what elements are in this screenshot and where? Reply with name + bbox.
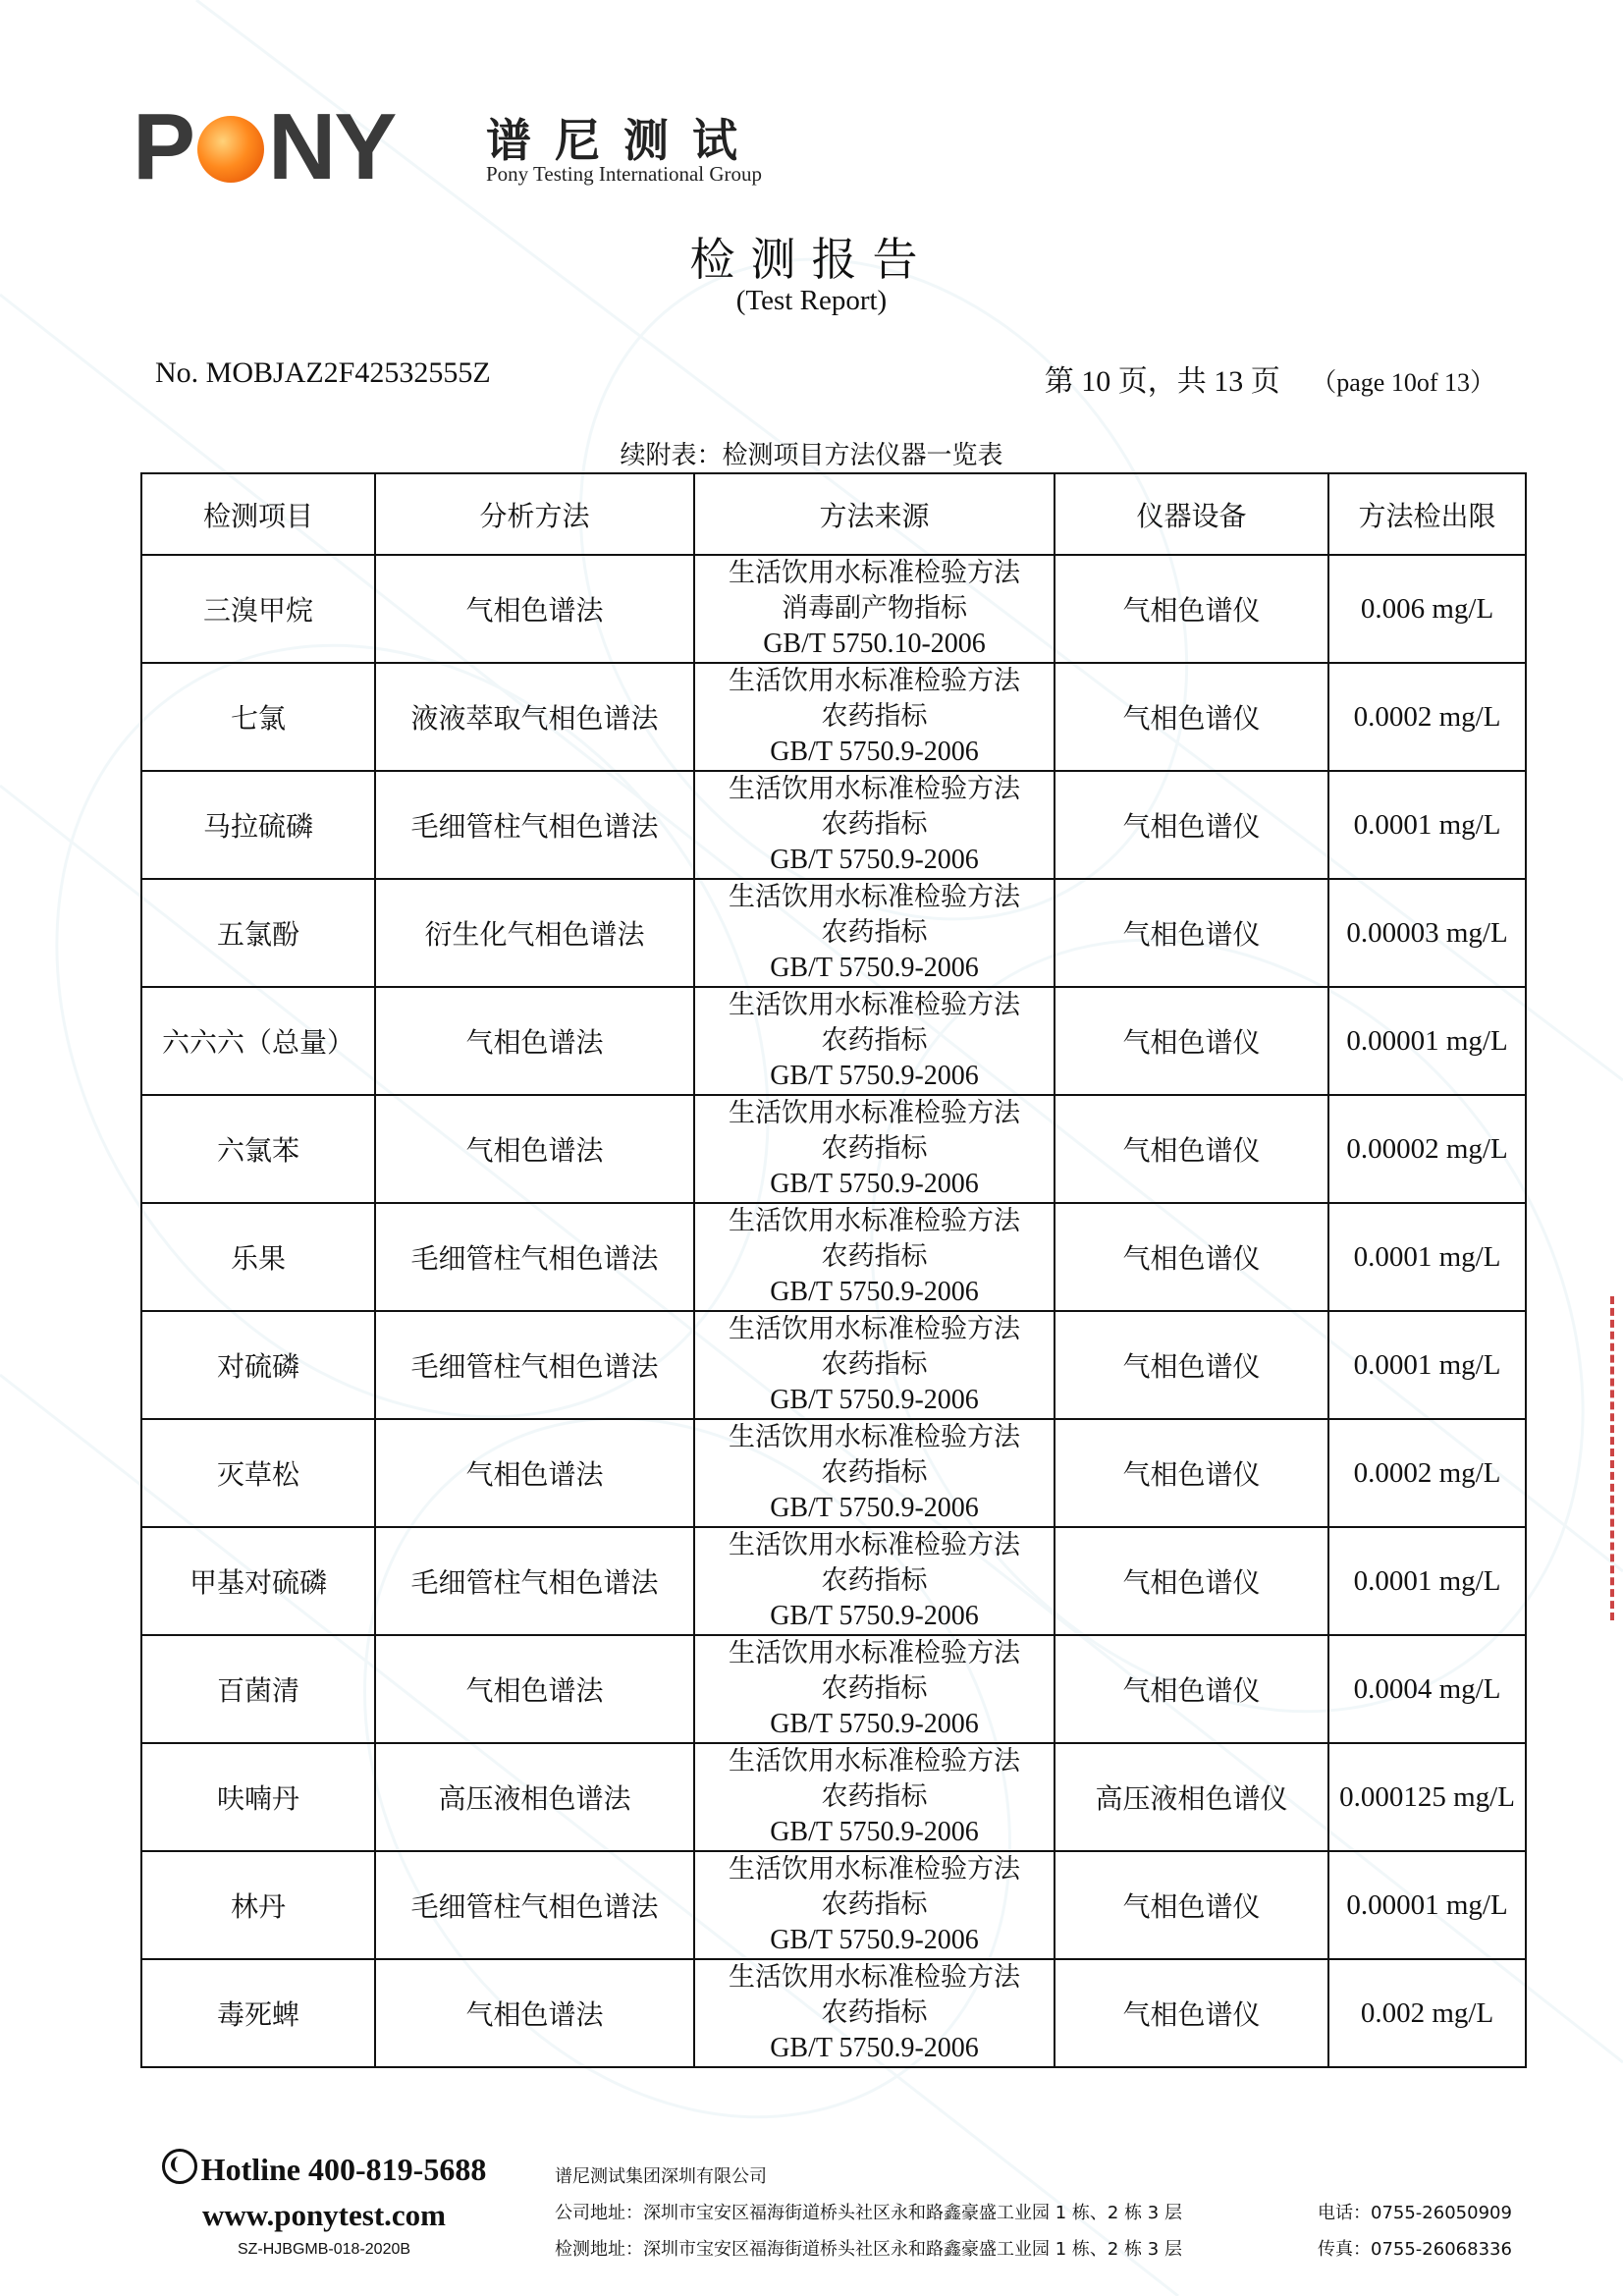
cell-source — [694, 1095, 1055, 1203]
source-line: GB/T 5750.9-2006 — [770, 1385, 979, 1415]
cell-source — [694, 879, 1055, 987]
cell-limit: 0.0001 mg/L — [1328, 771, 1526, 879]
cell-item: 甲基对硫磷 — [141, 1527, 375, 1635]
cell-limit: 0.00001 mg/L — [1328, 987, 1526, 1095]
cell-source — [694, 555, 1055, 663]
cell-source — [694, 771, 1055, 879]
hotline-text: Hotline 400-819-5688 — [200, 2152, 487, 2187]
cell-limit: 0.0002 mg/L — [1328, 1419, 1526, 1527]
cell-limit: 0.00001 mg/L — [1328, 1851, 1526, 1959]
column-header-item: 检测项目 — [141, 473, 375, 555]
cell-method: 衍生化气相色谱法 — [375, 879, 694, 987]
page-indicator — [1045, 356, 1495, 400]
source-line: 生活饮用水标准检验方法 — [729, 1314, 1020, 1344]
cell-limit: 0.0001 mg/L — [1328, 1203, 1526, 1311]
cell-source — [694, 1635, 1055, 1743]
cell-instrument: 气相色谱仪 — [1055, 1851, 1328, 1959]
table-row — [141, 555, 1526, 663]
source-line: 消毒副产物指标 — [782, 593, 967, 624]
column-header-source: 方法来源 — [694, 473, 1055, 555]
column-header-instrument: 仪器设备 — [1055, 473, 1328, 555]
source-line: GB/T 5750.9-2006 — [770, 953, 979, 983]
cell-limit: 0.000125 mg/L — [1328, 1743, 1526, 1851]
company-name: 谱尼测试集团深圳有限公司 — [555, 2166, 767, 2187]
source-line: 农药指标 — [821, 1565, 928, 1596]
cell-limit: 0.0002 mg/L — [1328, 663, 1526, 771]
cell-source — [694, 1959, 1055, 2067]
cell-item: 五氯酚 — [141, 879, 375, 987]
page-indicator-en: （page 10of 13） — [1311, 368, 1495, 397]
table-row — [141, 1635, 1526, 1743]
company-address: 公司地址：深圳市宝安区福海街道桥头社区永和路鑫豪盛工业园 1 栋、2 栋 3 层 — [555, 2203, 1182, 2223]
table-row — [141, 1959, 1526, 2067]
source-line: GB/T 5750.9-2006 — [770, 1925, 979, 1955]
source-line: 农药指标 — [821, 809, 928, 840]
column-header-method: 分析方法 — [375, 473, 694, 555]
cell-instrument: 气相色谱仪 — [1055, 1203, 1328, 1311]
table-row — [141, 1311, 1526, 1419]
cell-method: 气相色谱法 — [375, 1635, 694, 1743]
table-caption: 续附表：检测项目方法仪器一览表 — [620, 441, 1003, 470]
cell-method: 毛细管柱气相色谱法 — [375, 771, 694, 879]
source-line: 农药指标 — [821, 1133, 928, 1164]
cell-item: 林丹 — [141, 1851, 375, 1959]
logo-wordmark: P NY — [133, 94, 396, 199]
cell-instrument: 气相色谱仪 — [1055, 663, 1328, 771]
table-row — [141, 771, 1526, 879]
cell-instrument: 高压液相色谱仪 — [1055, 1743, 1328, 1851]
footer-phone-info — [1318, 2195, 1512, 2268]
seam-stamp-mark — [1610, 1296, 1620, 1620]
website-link[interactable]: www.ponytest.com — [202, 2198, 446, 2232]
cell-method: 气相色谱法 — [375, 1959, 694, 2067]
table-row — [141, 879, 1526, 987]
logo-english-name: Pony Testing International Group — [486, 162, 763, 186]
cell-item: 对硫磷 — [141, 1311, 375, 1419]
cell-instrument: 气相色谱仪 — [1055, 1311, 1328, 1419]
cell-instrument: 气相色谱仪 — [1055, 1959, 1328, 2067]
cell-item: 七氯 — [141, 663, 375, 771]
source-line: 生活饮用水标准检验方法 — [729, 1422, 1020, 1452]
table-row — [141, 1203, 1526, 1311]
cell-source — [694, 1419, 1055, 1527]
cell-method: 毛细管柱气相色谱法 — [375, 1203, 694, 1311]
source-line: 农药指标 — [821, 1025, 928, 1056]
cell-instrument: 气相色谱仪 — [1055, 879, 1328, 987]
form-code: SZ-HJBGMB-018-2020B — [237, 2241, 411, 2258]
source-line: 生活饮用水标准检验方法 — [729, 1962, 1020, 1993]
cell-method: 液液萃取气相色谱法 — [375, 663, 694, 771]
table-row — [141, 1743, 1526, 1851]
source-line: 生活饮用水标准检验方法 — [729, 1638, 1020, 1668]
cell-source — [694, 1851, 1055, 1959]
cell-source — [694, 1203, 1055, 1311]
phone-icon — [162, 2149, 197, 2184]
table-row — [141, 1419, 1526, 1527]
logo-chinese-name: 谱尼测试 — [486, 114, 761, 167]
cell-item: 三溴甲烷 — [141, 555, 375, 663]
column-header-limit: 方法检出限 — [1328, 473, 1526, 555]
source-line: GB/T 5750.9-2006 — [770, 1061, 979, 1091]
cell-source — [694, 1743, 1055, 1851]
cell-item: 乐果 — [141, 1203, 375, 1311]
cell-limit: 0.00002 mg/L — [1328, 1095, 1526, 1203]
table-row — [141, 1527, 1526, 1635]
cell-method: 高压液相色谱法 — [375, 1743, 694, 1851]
source-line: GB/T 5750.9-2006 — [770, 1817, 979, 1847]
report-title: 检测报告 — [689, 233, 934, 286]
source-line: 生活饮用水标准检验方法 — [729, 1746, 1020, 1777]
source-line: 农药指标 — [821, 1781, 928, 1812]
cell-limit: 0.0001 mg/L — [1328, 1311, 1526, 1419]
cell-method: 气相色谱法 — [375, 1419, 694, 1527]
source-line: 农药指标 — [821, 1889, 928, 1920]
cell-limit: 0.00003 mg/L — [1328, 879, 1526, 987]
cell-item: 六氯苯 — [141, 1095, 375, 1203]
source-line: GB/T 5750.10-2006 — [763, 629, 986, 659]
cell-source — [694, 987, 1055, 1095]
source-line: GB/T 5750.9-2006 — [770, 1601, 979, 1631]
hotline — [147, 2149, 501, 2188]
cell-instrument: 气相色谱仪 — [1055, 1419, 1328, 1527]
cell-instrument: 气相色谱仪 — [1055, 1635, 1328, 1743]
cell-instrument: 气相色谱仪 — [1055, 555, 1328, 663]
cell-method: 气相色谱法 — [375, 987, 694, 1095]
footer-company-info — [555, 2159, 1182, 2268]
source-line: GB/T 5750.9-2006 — [770, 1709, 979, 1739]
footer-contact — [147, 2149, 501, 2259]
cell-method: 毛细管柱气相色谱法 — [375, 1311, 694, 1419]
method-table — [140, 472, 1527, 2068]
source-line: GB/T 5750.9-2006 — [770, 1493, 979, 1523]
table-row — [141, 987, 1526, 1095]
cell-method: 气相色谱法 — [375, 1095, 694, 1203]
source-line: GB/T 5750.9-2006 — [770, 1277, 979, 1307]
source-line: 农药指标 — [821, 917, 928, 948]
cell-source — [694, 1527, 1055, 1635]
source-line: 生活饮用水标准检验方法 — [729, 774, 1020, 804]
page-indicator-cn: 第 10 页，共 13 页 — [1044, 365, 1280, 398]
cell-source — [694, 663, 1055, 771]
source-line: 生活饮用水标准检验方法 — [729, 666, 1020, 696]
source-line: GB/T 5750.9-2006 — [770, 1169, 979, 1199]
report-subtitle: (Test Report) — [735, 285, 888, 316]
source-line: 生活饮用水标准检验方法 — [729, 1530, 1020, 1560]
cell-item: 毒死蜱 — [141, 1959, 375, 2067]
source-line: 生活饮用水标准检验方法 — [729, 990, 1020, 1020]
cell-limit: 0.0004 mg/L — [1328, 1635, 1526, 1743]
phone-number: 电话：0755-26050909 — [1318, 2203, 1512, 2223]
cell-limit: 0.0001 mg/L — [1328, 1527, 1526, 1635]
source-line: GB/T 5750.9-2006 — [770, 845, 979, 875]
source-line: 生活饮用水标准检验方法 — [729, 1098, 1020, 1128]
source-line: 生活饮用水标准检验方法 — [729, 1854, 1020, 1885]
table-body — [141, 555, 1526, 2067]
cell-method: 毛细管柱气相色谱法 — [375, 1851, 694, 1959]
source-line: 生活饮用水标准检验方法 — [729, 1206, 1020, 1236]
cell-item: 百菌清 — [141, 1635, 375, 1743]
table-header-row — [141, 473, 1526, 555]
cell-method: 毛细管柱气相色谱法 — [375, 1527, 694, 1635]
report-number: No. MOBJAZ2F42532555Z — [155, 356, 491, 389]
cell-item: 呋喃丹 — [141, 1743, 375, 1851]
lab-address: 检测地址：深圳市宝安区福海街道桥头社区永和路鑫豪盛工业园 1 栋、2 栋 3 层 — [555, 2239, 1182, 2260]
source-line: 农药指标 — [821, 1349, 928, 1380]
company-logo — [133, 94, 879, 199]
table-row — [141, 1851, 1526, 1959]
cell-item: 灭草松 — [141, 1419, 375, 1527]
cell-instrument: 气相色谱仪 — [1055, 987, 1328, 1095]
source-line: GB/T 5750.9-2006 — [770, 2033, 979, 2063]
table-row — [141, 1095, 1526, 1203]
cell-item: 马拉硫磷 — [141, 771, 375, 879]
cell-limit: 0.006 mg/L — [1328, 555, 1526, 663]
cell-source — [694, 1311, 1055, 1419]
source-line: 农药指标 — [821, 1997, 928, 2028]
source-line: GB/T 5750.9-2006 — [770, 737, 979, 767]
table-row — [141, 663, 1526, 771]
source-line: 农药指标 — [821, 1241, 928, 1272]
fax-number: 传真：0755-26068336 — [1318, 2239, 1512, 2260]
source-line: 生活饮用水标准检验方法 — [729, 558, 1020, 588]
source-line: 农药指标 — [821, 1673, 928, 1704]
logo-orb-icon — [197, 116, 264, 183]
cell-instrument: 气相色谱仪 — [1055, 771, 1328, 879]
source-line: 生活饮用水标准检验方法 — [729, 882, 1020, 912]
source-line: 农药指标 — [821, 1457, 928, 1488]
cell-instrument: 气相色谱仪 — [1055, 1527, 1328, 1635]
cell-item: 六六六（总量） — [141, 987, 375, 1095]
cell-instrument: 气相色谱仪 — [1055, 1095, 1328, 1203]
cell-method: 气相色谱法 — [375, 555, 694, 663]
source-line: 农药指标 — [821, 701, 928, 732]
cell-limit: 0.002 mg/L — [1328, 1959, 1526, 2067]
